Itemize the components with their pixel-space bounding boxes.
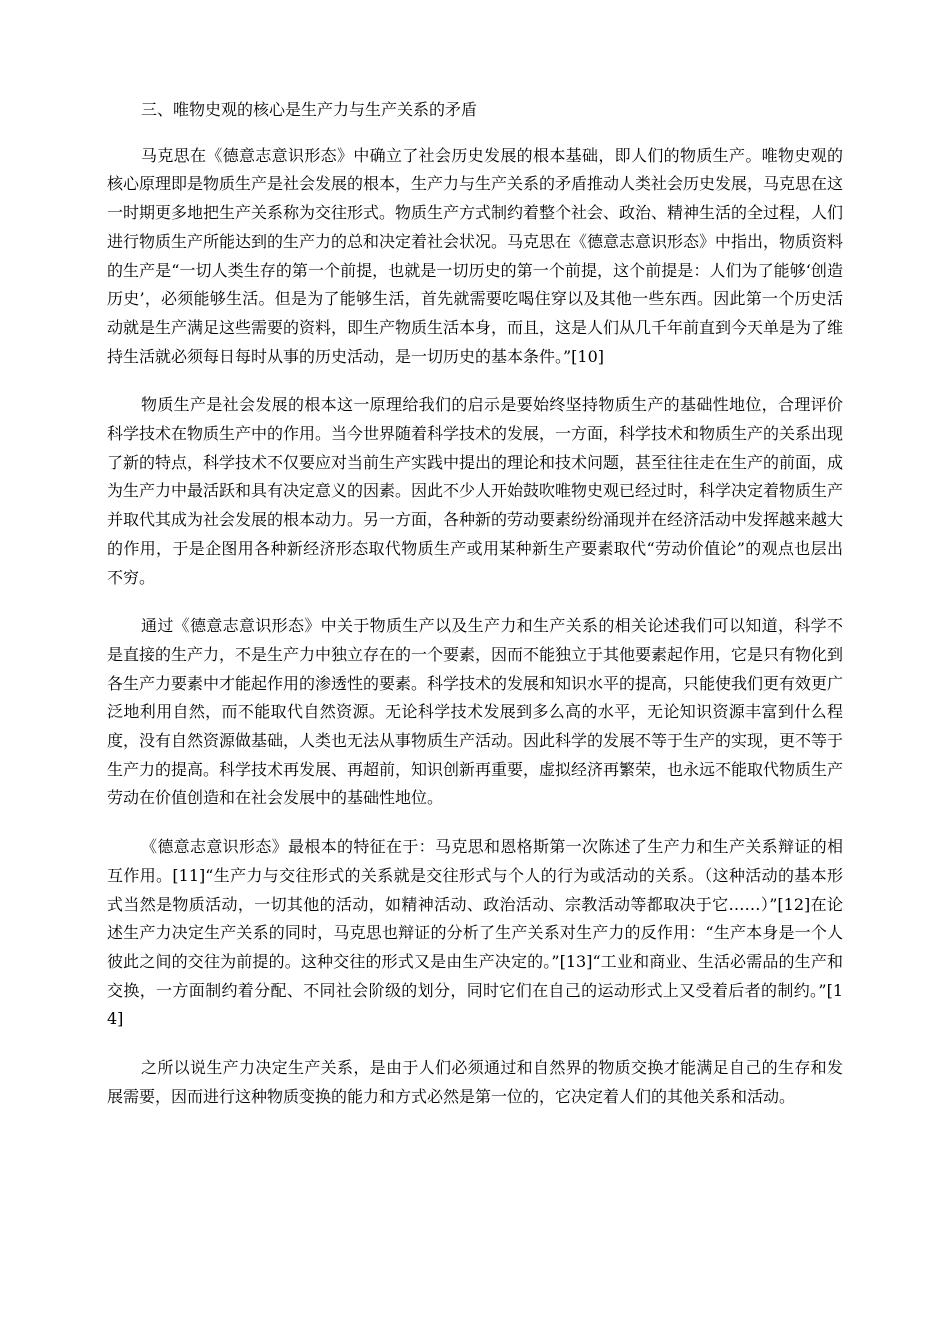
section-heading: 三、唯物史观的核心是生产力与生产关系的矛盾 [141,100,478,119]
paragraph-1: 马克思在《德意志意识形态》中确立了社会历史发展的根本基础，即人们的物质生产。唯物史观的核心原理即是物质生产是社会发展的根本，生产力与生产关系的矛盾推动人类社会历史发展，马克思在这一时期更多地把生产关系称为交往形式。物质生产方式制约着整个社会、政治、精神生活的全过程，人们进行物质生产所能达到的生产力的总和决定着社会状况。马克思在《德意志意识形态》中指出，物质资料的生产是“一切人类生存的第一个前提，也就是一切历史的第一个前提，这个前提是：人们为了能够‘创造历史’，必须能够生活。但是为了能够生活，首先就需要吃喝住穿以及其他一些东西。因此第一个历史活动就是生产满足这些需要的资料，即生产物质生活本身，而且，这是人们从几千年前直到今天单是为了维持生活就必须每日每时从事的历史活动，是一切历史的基本条件。”[10] [107,145,844,366]
paragraph-5: 之所以说生产力决定生产关系，是由于人们必须通过和自然界的物质交换才能满足自己的生存和发展需要，因而进行这种物质变换的能力和方式必然是第一位的，它决定着人们的其他关系和活动。 [107,1058,843,1106]
document-page [107,96,843,1132]
paragraph-3: 通过《德意志意识形态》中关于物质生产以及生产力和生产关系的相关论述我们可以知道，科学不是直接的生产力，不是生产力中独立存在的一个要素，因而不能独立于其他要素起作用，它是只有物化到各生产力要素中才能起作用的渗透性的要素。科学技术的发展和知识水平的提高，只能使我们更有效更广泛地利用自然，而不能取代自然资源。无论科学技术发展到多么高的水平，无论知识资源丰富到什么程度，没有自然资源做基础，人类也无法从事物质生产活动。因此科学的发展不等于生产的实现，更不等于生产力的提高。科学技术再发展、再超前，知识创新再重要，虚拟经济再繁荣，也永远不能取代物质生产劳动在价值创造和在社会发展中的基础性地位。 [107,616,844,808]
paragraph-4: 《德意志意识形态》最根本的特征在于：马克思和恩格斯第一次陈述了生产力和生产关系辩证的相互作用。[11]“生产力与交往形式的关系就是交往形式与个人的行为或活动的关系。（这种活动的基本形式当然是物质活动，一切其他的活动，如精神活动、政治活动、宗教活动等都取决于它……）”[12]在论述生产力决定生产关系的同时，马克思也辩证的分析了生产关系对生产力的反作用：“生产本身是一个人彼此之间的交往为前提的。这种交往的形式又是由生产决定的。”[13]“工业和商业、生活必需品的生产和交换，一方面制约着分配、不同社会阶级的划分，同时它们在自己的运动形式上又受着后者的制约。”[14] [107,837,843,1029]
paragraph-2: 物质生产是社会发展的根本这一原理给我们的启示是要始终坚持物质生产的基础性地位，合理评价科学技术在物质生产中的作用。当今世界随着科学技术的发展，一方面，科学技术和物质生产的关系出现了新的特点，科学技术不仅要应对当前生产实践中提出的理论和技术问题，甚至往往走在生产的前面，成为生产力中最活跃和具有决定意义的因素。因此不少人开始鼓吹唯物史观已经过时，科学决定着物质生产并取代其成为社会发展的根本动力。另一方面，各种新的劳动要素纷纷涌现并在经济活动中发挥越来越大的作用，于是企图用各种新经济形态取代物质生产或用某种新生产要素取代“劳动价值论”的观点也层出不穷。 [107,395,844,587]
